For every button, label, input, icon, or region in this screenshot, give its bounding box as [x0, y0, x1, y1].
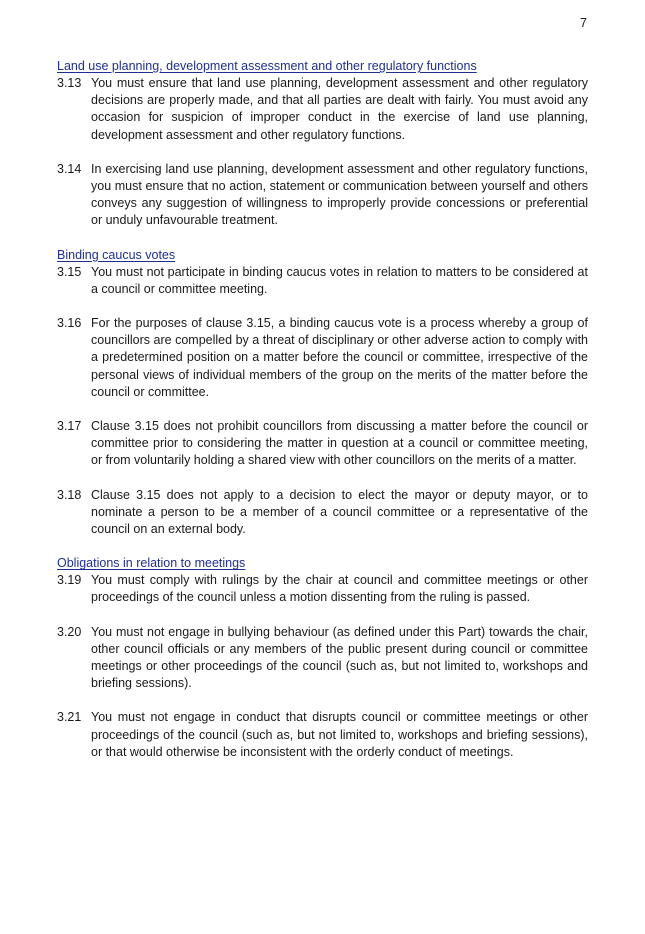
- clause-number: 3.16: [57, 316, 82, 331]
- document-body: [57, 58, 588, 761]
- clause-3-15: [57, 264, 588, 298]
- clause-3-19: [57, 572, 588, 606]
- clause-3-16: [57, 315, 588, 401]
- clause-number: 3.18: [57, 487, 82, 502]
- clause-number: 3.14: [57, 161, 82, 176]
- section-land-use-planning: [57, 58, 588, 230]
- clause-text: You must ensure that land use planning, development assessment and other regulatory decisions are properly made, and that all parties are dealt with fairly. You must avoid any occasion for suspicion of improper conduct in the exercise of land use planning, development assessment and other regulatory functions.: [91, 76, 588, 142]
- clause-text: Clause 3.15 does not prohibit councillors from discussing a matter before the council or committee prior to considering the matter in question at a council or committee meeting, or from voluntarily holding a shared view with other councillors on the merits of a matter.: [91, 419, 588, 468]
- section-heading: Land use planning, development assessment and other regulatory functions: [57, 59, 477, 73]
- clause-text: In exercising land use planning, development assessment and other regulatory functions, you must ensure that no action, statement or communication between yourself and others conveys any suggestion of willingness to improperly provide concessions or preferential or unduly unfavourable treatment.: [91, 161, 588, 228]
- clause-number: 3.17: [57, 419, 82, 434]
- section-obligations-meetings: [57, 555, 588, 761]
- clause-3-17: [57, 418, 588, 470]
- clause-3-20: [57, 624, 588, 693]
- page-number: 7: [580, 16, 587, 30]
- clause-text: Clause 3.15 does not apply to a decision to elect the mayor or deputy mayor, or to nominate a person to be a member of a council committee or a representative of the council on an external body.: [91, 487, 588, 537]
- clause-3-21: [57, 709, 588, 761]
- section-heading: Obligations in relation to meetings: [57, 556, 246, 571]
- clause-text: You must not engage in bullying behaviour (as defined under this Part) towards the chair, other council officials or any members of the public present during council or committee meetings or other proceedings of the council (such as, but not limited to, workshops and briefing sessions).: [91, 624, 588, 691]
- clause-number: 3.20: [57, 624, 82, 639]
- clause-number: 3.13: [57, 76, 82, 90]
- clause-number: 3.19: [57, 573, 82, 588]
- clause-number: 3.15: [57, 264, 82, 279]
- clause-text: For the purposes of clause 3.15, a binding caucus vote is a process whereby a group of councillors are compelled by a threat of disciplinary or other adverse action to comply with a predetermined position on a matter before the council or committee, irrespective of the personal views of individual members of the group on the merits of the matter before the council or committee.: [91, 316, 588, 399]
- clause-3-13: [57, 75, 588, 144]
- clause-3-18: [57, 487, 588, 539]
- clause-text: You must not participate in binding caucus votes in relation to matters to be considered at a council or committee meeting.: [91, 264, 588, 296]
- clause-3-14: [57, 161, 588, 230]
- section-binding-caucus-votes: [57, 247, 588, 539]
- section-heading: Binding caucus votes: [57, 247, 176, 262]
- clause-text: You must not engage in conduct that disrupts council or committee meetings or other proceedings of the council (such as, but not limited to, workshops and briefing sessions), or that would otherwise be inconsistent with the orderly conduct of meetings.: [91, 710, 588, 759]
- clause-number: 3.21: [57, 710, 82, 725]
- clause-text: You must comply with rulings by the chair at council and committee meetings or other proceedings of the council unless a motion dissenting from the ruling is passed.: [91, 573, 588, 605]
